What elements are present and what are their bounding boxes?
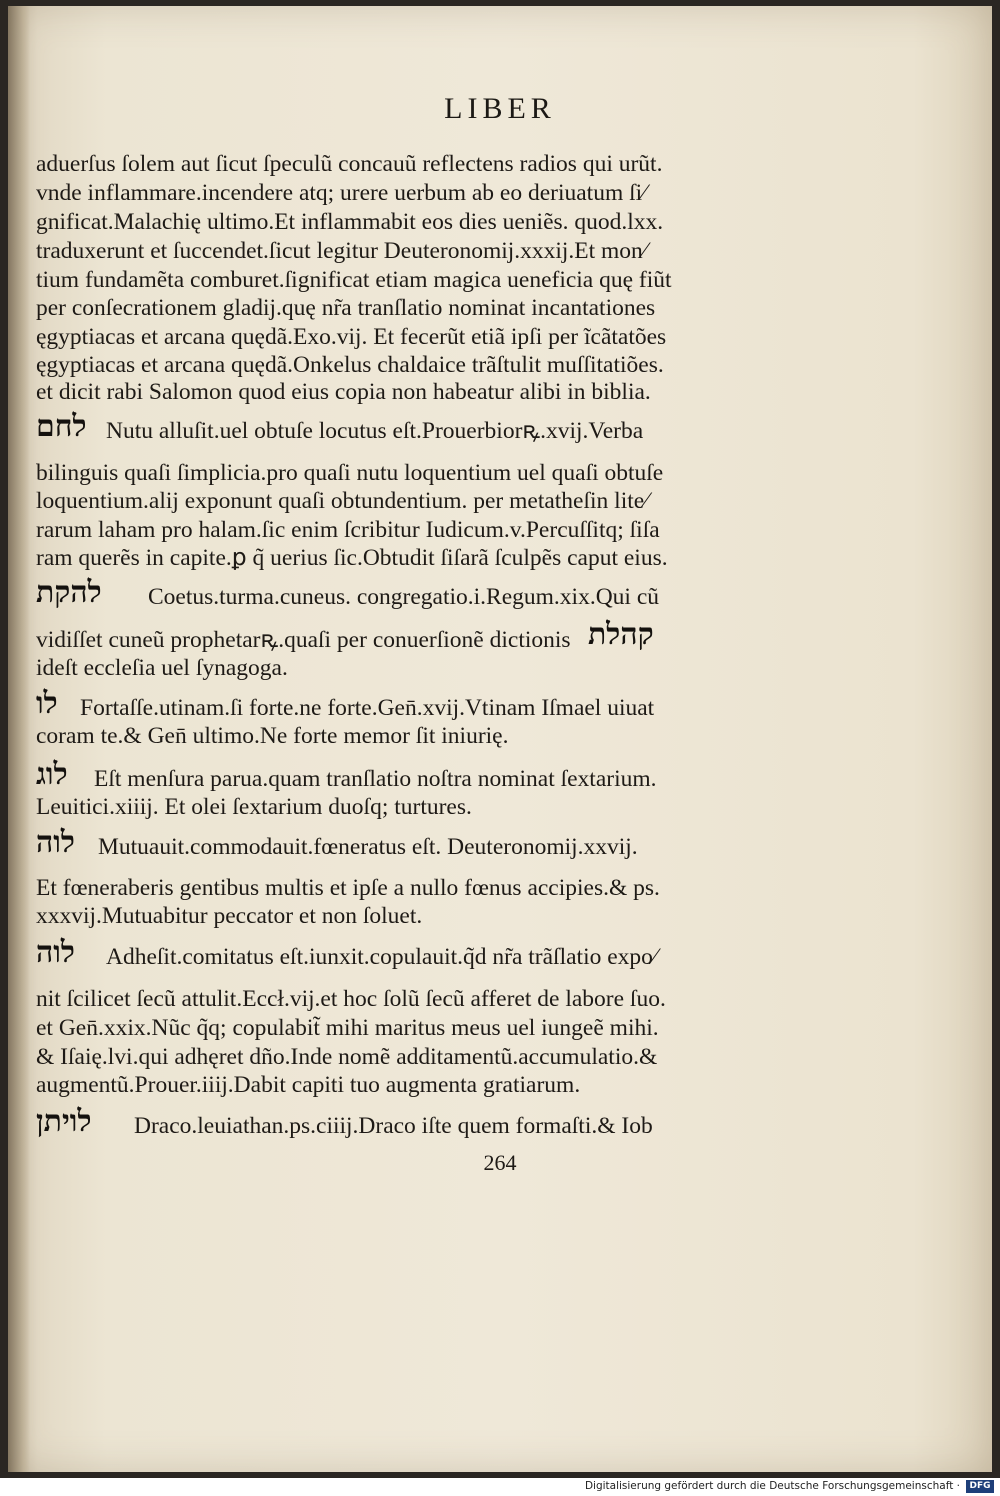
text-line: aduerſus ſolem aut ſicut ſpeculũ concauũ reflectens radios qui urũt.	[36, 151, 663, 177]
text-line: ęgyptiacas et arcana quędã.Exo.vĳ. Et fecerũt etiã ipſi per ĩcãtatões	[36, 324, 667, 350]
text-line: Mutuauit.commodauit.fœneratus eſt. Deuteronomĳ.xxvĳ.	[98, 834, 638, 860]
text-line: traduxerunt et ſuccendet.ſicut legitur Deuteronomĳ.xxxĳ.Et mon⁄	[36, 238, 647, 264]
text-line: Adheſit.comitatus eſt.iunxit.copulauit.q̃d nr̃a trãſlatio expo⁄	[106, 944, 657, 970]
text-line: vidiſſet cuneũ prophetarꝶ.quaſi per conuerſionẽ dictionis	[36, 627, 571, 653]
text-line: Et fœneraberis gentibus multis et ipſe a nullo fœnus accipies.& ps.	[36, 875, 660, 901]
text-line: Leuitici.xiiĳ. Et olei ſextarium duoſq; turtures.	[36, 794, 472, 820]
text-line: per conſecrationem gladĳ.quę nr̃a tranſlatio nominat incantationes	[36, 295, 656, 321]
hebrew-headword: לויתן	[36, 1104, 92, 1139]
text-line: xxxvĳ.Mutuabitur peccator et non ſoluet.	[36, 903, 423, 929]
hebrew-headword: להקת	[36, 575, 102, 610]
page-spine-shadow	[8, 6, 30, 1472]
text-line: Coetus.turma.cuneus. congregatio.i.Regum.xix.Qui cũ	[148, 584, 660, 610]
text-line: rarum laham pro halam.ſic enim ſcribitur Iudicum.v.Percuſſitq; ſiſa	[36, 517, 660, 543]
hebrew-headword: קהלת	[588, 617, 654, 652]
hebrew-headword: לוה	[36, 825, 75, 860]
text-line: nit ſcilicet ſecũ attulit.Eccł.vĳ.et hoc ſolũ ſecũ afferet de labore ſuo.	[36, 986, 666, 1012]
hebrew-headword: לוה	[36, 935, 75, 970]
text-line: Eſt menſura parua.quam tranſlatio noſtra nominat ſextarium.	[94, 766, 657, 792]
text-line: coram te.& Gen̄ ultimo.Ne forte memor ſit iniurię.	[36, 723, 509, 749]
text-line: ęgyptiacas et arcana quędã.Onkelus chaldaice trãſtulit muſſitatiões.	[36, 352, 664, 378]
digitization-footer	[0, 1478, 1000, 1496]
book-page	[8, 6, 992, 1472]
text-line: Draco.leuiathan.ps.ciiĳ.Draco iſte quem formaſti.& Iob	[134, 1113, 653, 1139]
text-line: augmentũ.Prouer.iiĳ.Dabit capiti tuo augmenta gratiarum.	[36, 1072, 581, 1098]
hebrew-headword: לו	[36, 686, 58, 721]
funding-credit: Digitalisierung gefördert durch die Deutsche Forschungsgemeinschaft ·	[584, 1480, 960, 1492]
dfg-logo: DFG	[966, 1480, 994, 1493]
text-line: et Gen̄.xxix.Nũc q̃q; copulabit̃ mihi maritus meus uel iungeẽ mihi.	[36, 1015, 659, 1041]
hebrew-headword: לוג	[36, 757, 68, 792]
text-line: tium fundamẽta comburet.ſignificat etiam magica ueneficia quę fiũt	[36, 267, 672, 293]
text-line: Nutu alluſit.uel obtuſe locutus eſt.Prouerbiorꝶ.xvĳ.Verba	[106, 418, 644, 444]
text-line: ram querẽs in capite.ꝑ q̃ uerius ſic.Obtudit ſiſarã ſculpẽs caput eius.	[36, 545, 668, 571]
hebrew-headword: לחם	[36, 409, 87, 444]
text-line: vnde inflammare.incendere atq; urere uerbum ab eo deriuatum ſi⁄	[36, 180, 647, 206]
text-line: bilinguis quaſi ſimplicia.pro quaſi nutu loquentium uel quaſi obtuſe	[36, 460, 664, 486]
text-line: ideſt eccleſia uel ſynagoga.	[36, 655, 288, 681]
running-header: LIBER	[444, 92, 556, 125]
text-line: et dicit rabi Salomon quod eius copia non habeatur alibi in biblia.	[36, 379, 651, 405]
text-line: loquentium.alĳ exponunt quaſi obtundentium. per metatheſin lite⁄	[36, 488, 649, 514]
page-number: 264	[483, 1150, 517, 1175]
text-line: & Iſaię.lvi.qui adhęret dño.Inde nomẽ additamentũ.accumulatio.&	[36, 1044, 658, 1070]
text-line: gnificat.Malachię ultimo.Et inflammabit eos dies ueniẽs. quod.lxx.	[36, 209, 664, 235]
text-line: Fortaſſe.utinam.ſi forte.ne forte.Gen̄.xvĳ.Vtinam Iſmael uiuat	[80, 695, 655, 721]
